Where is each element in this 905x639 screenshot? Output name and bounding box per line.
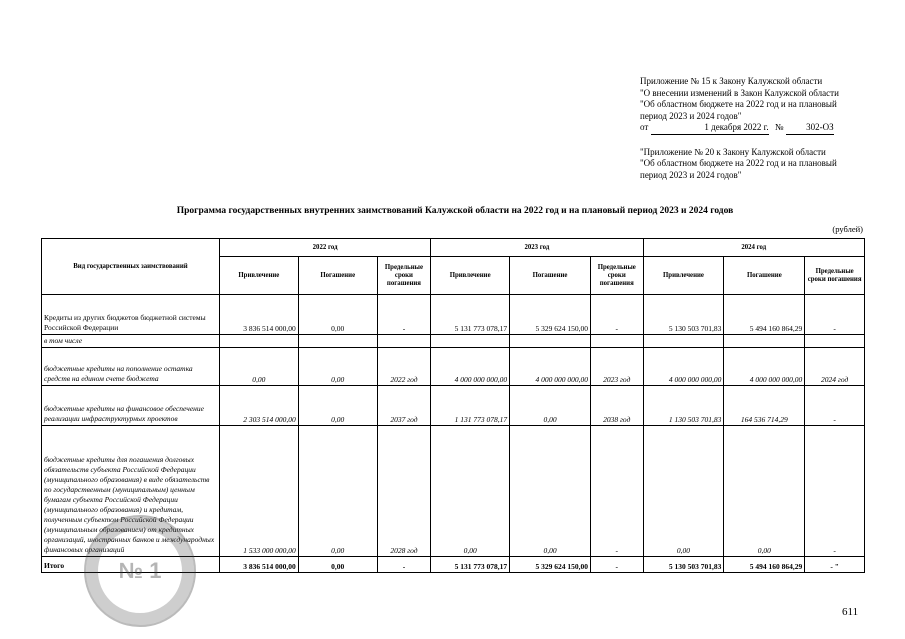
document-header: [640, 76, 880, 181]
law-date: 1 декабря 2022 г.: [651, 122, 769, 135]
cell: 4 000 000 000,00: [510, 348, 591, 386]
cell: 0,00: [298, 295, 377, 335]
cell: 0,00: [298, 386, 377, 426]
header2-line-2: "Об областном бюджете на 2022 год и на плановый: [640, 158, 837, 168]
cell: 2022 год: [377, 348, 431, 386]
cell: 2038 год: [590, 386, 643, 426]
cell: 2037 год: [377, 386, 431, 426]
header-line-2: "О внесении изменений в Закон Калужской области: [640, 87, 839, 98]
page-number: 611: [842, 606, 859, 618]
cell: 5 131 773 078,17: [431, 557, 510, 573]
col-type-header: Вид государственных заимствований: [42, 239, 220, 295]
cell: 5 494 160 864,29: [724, 557, 805, 573]
cell: 164 536 714,29: [724, 386, 805, 426]
official-stamp: № 1: [84, 515, 196, 627]
law-number: 302-ОЗ: [786, 122, 834, 135]
year-2022-header: 2022 год: [219, 239, 430, 257]
cell: [431, 335, 510, 348]
cell: 0,00: [298, 557, 377, 573]
table-row: [42, 335, 865, 348]
cell: 5 131 773 078,17: [431, 295, 510, 335]
repay-header: Погашение: [510, 257, 591, 295]
cell: 4 000 000 000,00: [643, 348, 724, 386]
cell: 3 836 514 000,00: [219, 557, 298, 573]
table-row: [42, 295, 865, 335]
table-row: [42, 386, 865, 426]
cell: [510, 335, 591, 348]
cell: -: [590, 557, 643, 573]
cell: 5 130 503 701,83: [643, 295, 724, 335]
cell: 5 494 160 864,29: [724, 295, 805, 335]
row-name: бюджетные кредиты для погашения долговых обязательств субъекта Российской Федерации (муниципального образования) в виде обязательств по государственным (муниципальным) ценным бумагам субъекта Российской Федерации (муниципального образования) и кредитам, полученным субъектом Российской Федерации (муниципальным образованием) от кредитных организаций, иностранных банков и международных финансовых организаций: [42, 426, 220, 557]
cell: 2028 год: [377, 426, 431, 557]
header-line-1: Приложение № 15 к Закону Калужской области: [640, 76, 823, 86]
number-prefix: №: [774, 122, 784, 132]
cell: -: [377, 295, 431, 335]
cell: 4 000 000 000,00: [431, 348, 510, 386]
cell: 1 131 773 078,17: [431, 386, 510, 426]
table-row: [42, 348, 865, 386]
header-line-3: "Об областном бюджете на 2022 год и на плановый: [640, 99, 837, 109]
attract-header: Привлечение: [431, 257, 510, 295]
cell: 0,00: [724, 426, 805, 557]
cell: -: [590, 426, 643, 557]
attract-header: Привлечение: [643, 257, 724, 295]
cell: 5 130 503 701,83: [643, 557, 724, 573]
cell: 5 329 624 150,00: [510, 295, 591, 335]
repay-header: Погашение: [724, 257, 805, 295]
cell: 4 000 000 000,00: [724, 348, 805, 386]
cell: -: [590, 295, 643, 335]
units-label: (рублей): [832, 224, 863, 234]
from-prefix: от: [640, 122, 649, 132]
total-label: Итого: [42, 557, 220, 573]
cell: 3 836 514 000,00: [219, 295, 298, 335]
cell: -: [805, 386, 865, 426]
row-name: в том числе: [42, 335, 220, 348]
cell: 2023 год: [590, 348, 643, 386]
header2-line-3: период 2023 и 2024 годов": [640, 169, 742, 180]
repay-header: Погашение: [298, 257, 377, 295]
cell: 0,00: [431, 426, 510, 557]
cell: 0,00: [510, 426, 591, 557]
terms-header: Предельные сроки погашения: [805, 257, 865, 295]
cell: 1 533 000 000,00: [219, 426, 298, 557]
row-name: бюджетные кредиты на пополнение остатка средств на едином счете бюджета: [42, 348, 220, 386]
cell: [643, 335, 724, 348]
terms-header: Предельные сроки погашения: [377, 257, 431, 295]
year-2024-header: 2024 год: [643, 239, 864, 257]
cell: [377, 335, 431, 348]
document-title: Программа государственных внутренних заимствований Калужской области на 2022 год и на плановый период 2023 и 2024 годов: [176, 206, 734, 216]
cell: 0,00: [510, 386, 591, 426]
cell: - ": [805, 557, 865, 573]
terms-header: Предельные сроки погашения: [590, 257, 643, 295]
cell: -: [377, 557, 431, 573]
cell: 0,00: [643, 426, 724, 557]
cell: 2 303 514 000,00: [219, 386, 298, 426]
cell: [590, 335, 643, 348]
cell: -: [805, 295, 865, 335]
cell: 1 130 503 701,83: [643, 386, 724, 426]
cell: 0,00: [298, 426, 377, 557]
row-name: Кредиты из других бюджетов бюджетной системы Российской Федерации: [42, 295, 220, 335]
header-date-line: [640, 122, 880, 135]
cell: 0,00: [219, 348, 298, 386]
cell: -: [805, 426, 865, 557]
cell: [298, 335, 377, 348]
attract-header: Привлечение: [219, 257, 298, 295]
cell: 0,00: [298, 348, 377, 386]
row-name: бюджетные кредиты на финансовое обеспечение реализации инфраструктурных проектов: [42, 386, 220, 426]
cell: [219, 335, 298, 348]
cell: [805, 335, 865, 348]
cell: 2024 год: [805, 348, 865, 386]
header-line-4: период 2023 и 2024 годов": [640, 110, 742, 121]
header2-line-1: "Приложение № 20 к Закону Калужской области: [640, 146, 826, 157]
cell: [724, 335, 805, 348]
year-2023-header: 2023 год: [431, 239, 643, 257]
cell: 5 329 624 150,00: [510, 557, 591, 573]
